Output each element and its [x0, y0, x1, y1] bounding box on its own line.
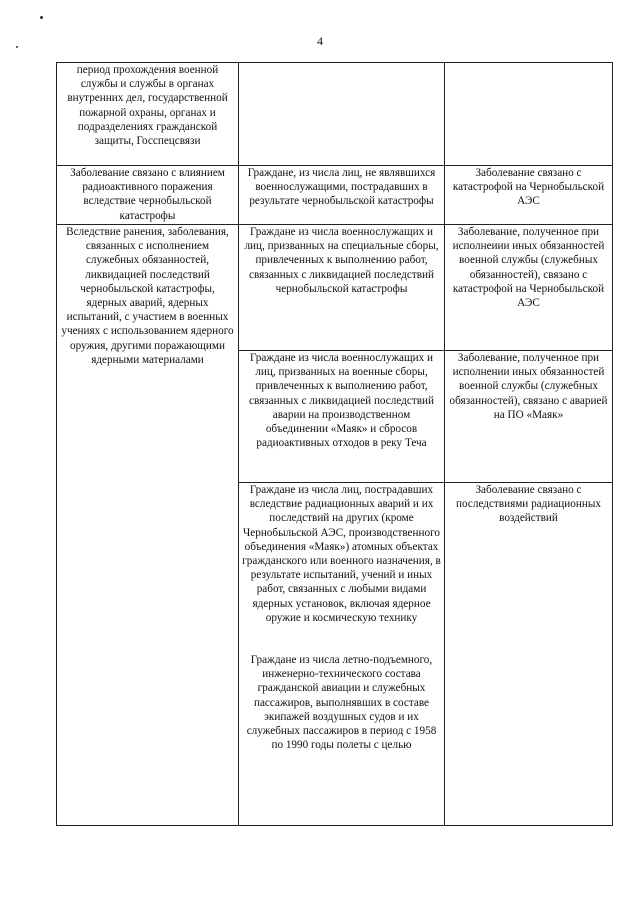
cell-paragraph: Граждане из числа летно-подъемного, инженерно-технического состава гражданской авиации и служебных пассажиров, выполнявших в составе экипажей воздушных судов и их служебных пассажиров в период с 1958 по 1990 годы полеты с целью	[246, 654, 437, 752]
table-cell	[445, 63, 613, 166]
table-cell: Заболевание, полученное при исполнеиии иных обязанностей военной службы (служебных обязанностей), связано с катастрофой на Чернобыльской АЭС	[445, 225, 613, 351]
table-cell: период прохождения военной службы и службы в органах внутренних дел, государственной пожарной охраны, органах и подразделениях гражданской защиты, Госспецсвязи	[57, 63, 239, 166]
table-cell: Заболевание связано с влиянием радиоактивного поражения вследствие чернобыльской катастрофы	[57, 166, 239, 225]
table-row	[57, 63, 613, 166]
table-cell: Граждане, из числа лиц, не являвшихся военнослужащими, пострадавших в результате чернобыльской катастрофы	[239, 166, 445, 225]
table-cell: Заболевание связано с катастрофой на Чернобыльской АЭС	[445, 166, 613, 225]
scan-speck	[40, 16, 43, 19]
document-table	[56, 62, 613, 826]
table-row	[57, 225, 613, 351]
page-number: 4	[317, 34, 323, 48]
table-cell: Заболевание, полученное при исполнении иных обязанностей военной службы (служебных обязанностей), связано с аварией на ПО «Маяк»	[445, 351, 613, 483]
table-row	[57, 166, 613, 225]
table-cell: Заболевание связано с последствиями радиационных воздействий	[445, 483, 613, 826]
table-cell	[239, 483, 445, 826]
table-cell: Граждане из числа военнослужащих и лиц, призванных на специальные сборы, привлеченных к выполнению работ, связанных с ликвидацией последствий чернобыльской катастрофы	[239, 225, 445, 351]
table-cell: Вследствие ранения, заболевания, связанных с исполнением служебных обязанностей, ликвидацией последствий чернобыльской катастрофы, ядерных аварий, ядерных испытаний, с участием в военных учениях с использованием ядерного оружия, другими поражающими ядерными материалами	[57, 225, 239, 826]
table-cell: Граждане из числа военнослужащих и лиц, призванных на военные сборы, привлеченных к выполнению работ, связанных с ликвидацией последствий аварии на производственном объединении «Маяк» и сбросов радиоактивных отходов в реку Теча	[239, 351, 445, 483]
cell-paragraph: Граждане из числа лиц, пострадавших вследствие радиационных аварий и их последствий на других (кроме Чернобыльской АЭС, производственного объединения «Маяк») атомных объектах гражданского или военного назначения, в результате испытаний, учений и иных работ, связанных с любыми видами ядерных установок, включая ядерное оружие и космическую технику	[242, 484, 441, 624]
table-cell	[239, 63, 445, 166]
